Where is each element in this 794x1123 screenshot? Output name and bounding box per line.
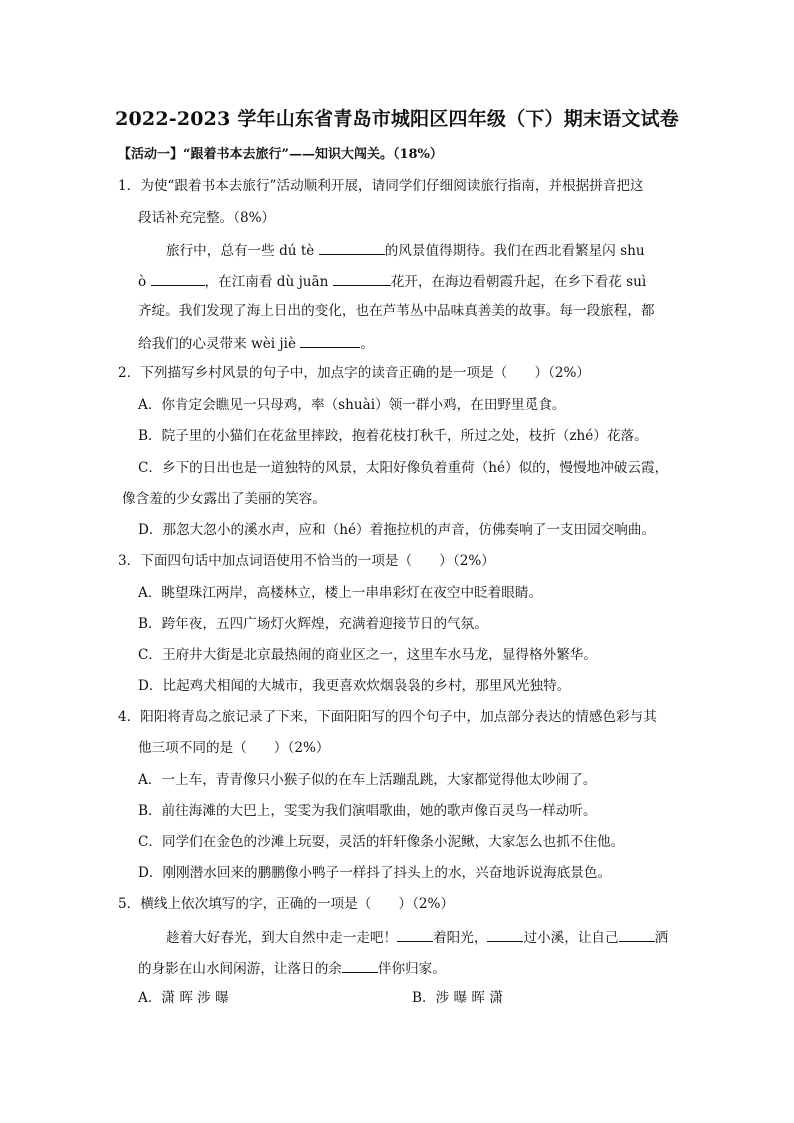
q1-passage-line3: 齐绽。我们发现了海上日出的变化，也在芦苇丛中品味真善美的故事。每一段旅程，都 xyxy=(138,303,655,319)
q5-passage-line2 xyxy=(138,958,446,978)
q4-option-a[interactable]: A．一上车，青青像只小猴子似的在车上活蹦乱跳，大家都觉得他太吵闹了。 xyxy=(138,772,597,788)
q4-stem-line2: 他三项不同的是（ ）（2%） xyxy=(138,740,330,756)
q2-stem: 2．下列描写乡村风景的句子中，加点字的读音正确的是一项是（ ）（2%） xyxy=(118,365,591,381)
q5-passage-line1 xyxy=(166,927,668,947)
q1-passage-line4 xyxy=(138,333,374,353)
q4-option-b[interactable]: B．前往海滩的大巴上，雯雯为我们演唱歌曲，她的歌声像百灵鸟一样动听。 xyxy=(138,803,597,819)
answer-blank[interactable] xyxy=(319,240,385,255)
q5-text: 的身影在山水间闲游，让落日的余 xyxy=(138,961,342,977)
q1-text: 旅行中，总有一些 dú tè xyxy=(166,243,319,259)
q4-option-c[interactable]: C．同学们在金色的沙滩上玩耍，灵活的轩轩像条小泥鳅，大家怎么也抓不住他。 xyxy=(138,834,625,850)
q1-text: 。 xyxy=(360,336,374,352)
q4-stem-line1: 4．阳阳将青岛之旅记录了下来，下面阳阳写的四个句子中，加点部分表达的情感色彩与其 xyxy=(118,709,657,725)
q1-passage-line2 xyxy=(138,271,646,291)
q2-option-c[interactable]: C．乡下的日出也是一道独特的风景，太阳好像负着重荷（hé）似的，慢慢地冲破云霞， xyxy=(138,460,669,476)
q5-option-a[interactable]: A．潇 晖 涉 曝 xyxy=(138,990,229,1006)
answer-blank[interactable] xyxy=(151,271,205,286)
q1-text: 花开，在海边看朝霞升起，在乡下看花 suì xyxy=(390,274,647,290)
q3-stem: 3．下面四句话中加点词语使用不恰当的一项是（ ）（2%） xyxy=(118,553,495,569)
q5-text: 洒 xyxy=(654,930,669,946)
q3-option-b[interactable]: B．跨年夜，五四广场灯火辉煌，充满着迎接节日的气氛。 xyxy=(138,616,488,632)
q2-option-b[interactable]: B．院子里的小猫们在花盆里摔跤，抱着花枝打秋千，所过之处，枝折（zhé）花落。 xyxy=(138,428,648,444)
answer-blank[interactable] xyxy=(300,333,360,348)
q1-text: ，在江南看 dù juān xyxy=(204,274,333,290)
q5-text: 着阳光， xyxy=(433,930,488,946)
q3-option-c[interactable]: C．王府井大街是北京最热闹的商业区之一，这里车水马龙，显得格外繁华。 xyxy=(138,647,597,663)
answer-blank[interactable] xyxy=(619,927,655,942)
q1-stem-line1: 1．为使“跟着书本去旅行”活动顺利开展，请同学们仔细阅读旅行指南，并根据拼音把这 xyxy=(118,178,644,194)
answer-blank[interactable] xyxy=(487,927,523,942)
q5-text: 伴你归家。 xyxy=(377,961,446,977)
q2-option-c-cont: 像含羞的少女露出了美丽的笑容。 xyxy=(122,491,326,507)
q5-text: 过小溪，让自己 xyxy=(523,930,619,946)
q1-text: ò xyxy=(138,274,151,290)
answer-blank[interactable] xyxy=(397,927,433,942)
q1-text: 的风景值得期待。我们在西北看繁星闪 shu xyxy=(384,243,645,259)
q5-stem: 5．横线上依次填写的字，正确的一项是（ ）（2%） xyxy=(118,896,455,912)
q5-option-b[interactable]: B．涉 曝 晖 潇 xyxy=(412,990,503,1006)
q1-passage-line1 xyxy=(166,240,645,260)
q2-option-d[interactable]: D．那忽大忽小的溪水声，应和（hé）着拖拉机的声音，仿佛奏响了一支田园交响曲。 xyxy=(138,522,656,538)
q3-option-d[interactable]: D．比起鸡犬相闻的大城市，我更喜欢炊烟袅袅的乡村，那里风光独特。 xyxy=(138,678,571,694)
section-heading: 【活动一】“跟着书本去旅行”——知识大闯关。（18%） xyxy=(118,147,443,162)
q1-text: 给我们的心灵带来 wèi jiè xyxy=(138,336,301,352)
q1-stem-line2: 段话补充完整。（8%） xyxy=(138,210,276,226)
page-title: 2022-2023 学年山东省青岛市城阳区四年级（下）期末语文试卷 xyxy=(115,108,679,130)
q5-text: 趁着大好春光，到大自然中走一走吧！ xyxy=(166,930,398,946)
answer-blank[interactable] xyxy=(333,271,391,286)
q3-option-a[interactable]: A．眺望珠江两岸，高楼林立，楼上一串串彩灯在夜空中眨着眼睛。 xyxy=(138,585,543,601)
answer-blank[interactable] xyxy=(342,958,378,973)
q4-option-d[interactable]: D．刚刚潜水回来的鹏鹏像小鸭子一样抖了抖头上的水，兴奋地诉说海底景色。 xyxy=(138,865,612,881)
q2-option-a[interactable]: A．你肯定会瞧见一只母鸡，率（shuài）领一群小鸡，在田野里觅食。 xyxy=(138,397,566,413)
